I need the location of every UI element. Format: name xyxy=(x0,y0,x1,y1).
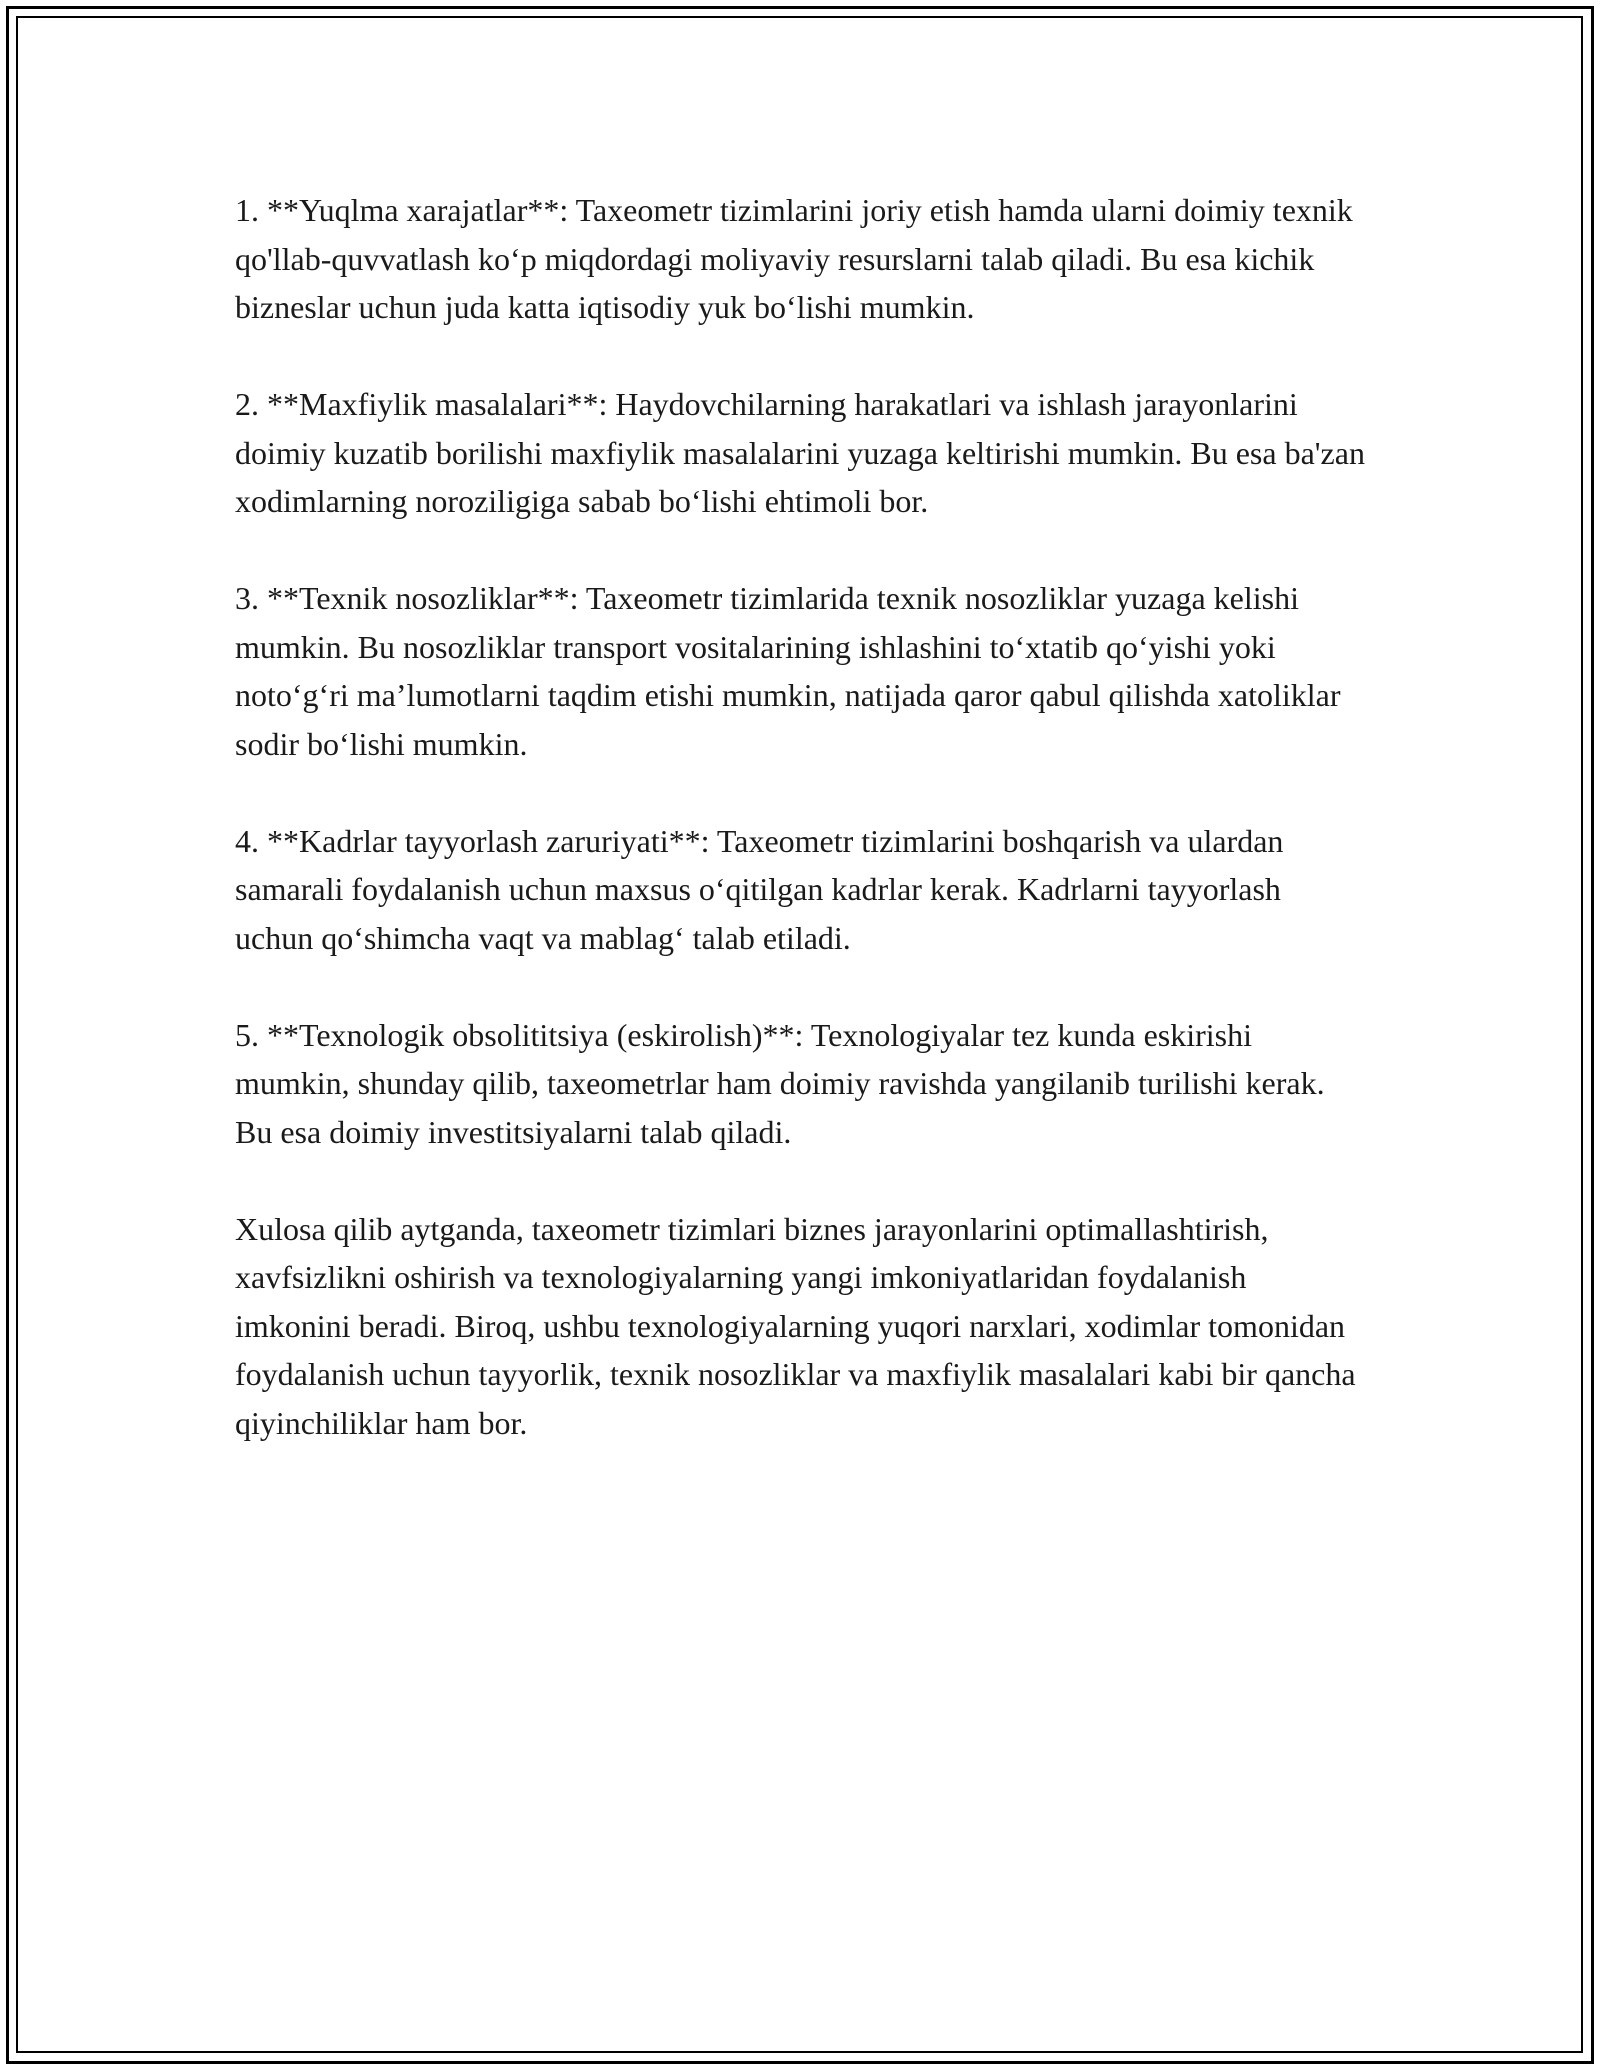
paragraph-4: 4. **Kadrlar tayyorlash zaruriyati**: Taxeometr tizimlarini boshqarish va ulardan samarali foydalanish uchun maxsus o‘qitilgan kadrlar kerak. Kadrlarni tayyorlash uchun qo‘shimcha vaqt va mablag‘ talab etiladi. xyxy=(235,822,1284,956)
paragraph-5: 5. **Texnologik obsolititsiya (eskirolish)**: Texnologiyalar tez kunda eskirishi mumkin, shunday qilib, taxeometrlar ham doimiy ravishda yangilanib turilishi kerak. Bu esa doimiy investitsiyalarni talab qiladi. xyxy=(235,1016,1325,1150)
paragraph-2: 2. **Maxfiylik masalalari**: Haydovchilarning harakatlari va ishlash jarayonlarini doimiy kuzatib borilishi maxfiylik masalalarini yuzaga keltirishi mumkin. Bu esa ba'zan xodimlarning noroziligiga sabab bo‘lishi ehtimoli bor. xyxy=(235,386,1365,519)
conclusion-paragraph: Xulosa qilib aytganda, taxeometr tizimlari biznes jarayonlarini optimallashtirish, xavfsizlikni oshirish va texnologiyalarning yangi imkoniyatlaridan foydalanish imkonini beradi. Biroq, ushbu texnologiyalarning yuqori narxlari, xodimlar tomonidan foydalanish uchun tayyorlik, texnik nosozliklar va maxfiylik masalalari kabi bir qancha qiyinchiliklar ham bor. xyxy=(235,1210,1356,1441)
document-body xyxy=(235,186,1365,1447)
paragraph-3: 3. **Texnik nosozliklar**: Taxeometr tizimlarida texnik nosozliklar yuzaga kelishi mumkin. Bu nosozliklar transport vositalarining ishlashini to‘xtatib qo‘yishi yoki noto‘g‘ri ma’lumotlarni taqdim etishi mumkin, natijada qaror qabul qilishda xatoliklar sodir bo‘lishi mumkin. xyxy=(235,580,1341,762)
paragraph-1: 1. **Yuqlma xarajatlar**: Taxeometr tizimlarini joriy etish hamda ularni doimiy texnik qo'llab-quvvatlash ko‘p miqdordagi moliyaviy resurslarni talab qiladi. Bu esa kichik bizneslar uchun juda katta iqtisodiy yuk bo‘lishi mumkin. xyxy=(235,192,1353,325)
